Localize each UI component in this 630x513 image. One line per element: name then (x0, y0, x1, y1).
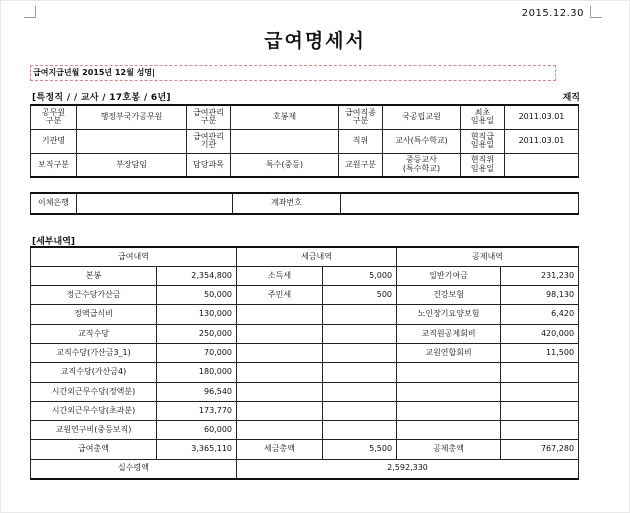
table-row (31, 305, 579, 324)
info-label-civil-servant-type: 공무원 구분 (31, 105, 77, 129)
info-row (31, 129, 579, 153)
info-value-subject: 특수(중등) (231, 153, 339, 177)
info-label-institution: 기관명 (31, 129, 77, 153)
info-row (31, 105, 579, 129)
pay-item-label: 교직수당(가산금4) (31, 363, 157, 382)
deduction-item-label: 교원연합회비 (397, 343, 501, 362)
deduction-item-label: 노인장기요양보험 (397, 305, 501, 324)
total-pay-amount: 3,365,110 (157, 440, 237, 459)
tax-item-amount (323, 363, 397, 382)
info-label-pay-management-type: 급여관리 구분 (187, 105, 231, 129)
header-tax-details: 세금내역 (237, 247, 397, 266)
info-value-first-appointment: 2011.03.01 (505, 105, 579, 129)
pay-info-text: 급여지급년월 2015년 12월 성명| (33, 68, 155, 77)
net-pay-amount: 2,592,330 (237, 459, 579, 478)
deduction-item-amount: 6,420 (501, 305, 579, 324)
pay-item-amount: 50,000 (157, 286, 237, 305)
tax-item-amount: 500 (323, 286, 397, 305)
table-row (31, 421, 579, 440)
pay-item-amount: 70,000 (157, 343, 237, 362)
table-row (31, 363, 579, 382)
pay-item-amount: 173,770 (157, 401, 237, 420)
pay-item-amount: 60,000 (157, 421, 237, 440)
pay-item-label: 교원연구비(중등보직) (31, 421, 157, 440)
pay-item-amount: 180,000 (157, 363, 237, 382)
tax-item-label (237, 421, 323, 440)
pay-item-amount: 2,354,800 (157, 266, 237, 285)
info-label-pay-management-org: 급여관리 기관 (187, 129, 231, 153)
info-value-assignment: 부장담임 (77, 153, 187, 177)
info-label-first-appointment: 최초 임용일 (461, 105, 505, 129)
info-label-pay-job-type: 급여직종 구분 (339, 105, 383, 129)
crop-mark-top-right (590, 6, 602, 18)
tax-item-amount (323, 382, 397, 401)
info-label-assignment: 보직구분 (31, 153, 77, 177)
pay-item-amount: 250,000 (157, 324, 237, 343)
rank-info: [특정직 / / 교사 / 17호봉 / 6년] (32, 93, 171, 103)
tax-item-label: 주민세 (237, 286, 323, 305)
pay-item-label: 정근수당가산금 (31, 286, 157, 305)
header-pay-details: 급여내역 (31, 247, 237, 266)
info-value-pay-management-org (231, 129, 339, 153)
pay-item-label: 시간외근무수당(정액분) (31, 382, 157, 401)
info-row (31, 153, 579, 177)
detail-header-row (31, 247, 579, 266)
deduction-item-amount: 11,500 (501, 343, 579, 362)
deduction-item-label (397, 401, 501, 420)
pay-item-label: 시간외근무수당(초과분) (31, 401, 157, 420)
tax-item-label (237, 305, 323, 324)
deduction-item-amount: 231,230 (501, 266, 579, 285)
table-row (31, 382, 579, 401)
tax-item-label (237, 343, 323, 362)
total-pay-label: 급여총액 (31, 440, 157, 459)
total-deduction-label: 공제총액 (397, 440, 501, 459)
table-row (31, 324, 579, 343)
bank-row (31, 193, 579, 214)
table-row (31, 266, 579, 285)
info-value-institution (77, 129, 187, 153)
info-label-current-grade-appointment: 현직급 임용일 (461, 129, 505, 153)
header-deduction-details: 공제내역 (397, 247, 579, 266)
deduction-item-amount (501, 363, 579, 382)
document-title: 급여명세서 (264, 30, 366, 52)
pay-item-label: 정액급식비 (31, 305, 157, 324)
deduction-item-amount (501, 421, 579, 440)
tax-item-amount: 5,000 (323, 266, 397, 285)
table-row (31, 343, 579, 362)
info-value-position: 교사(특수학교) (383, 129, 461, 153)
info-value-current-position-appointment (505, 153, 579, 177)
deduction-item-amount (501, 382, 579, 401)
table-row (31, 401, 579, 420)
totals-row (31, 440, 579, 459)
tax-item-amount (323, 401, 397, 420)
pay-item-label: 본봉 (31, 266, 157, 285)
info-value-teacher-type: 중등교사 (특수학교) (383, 153, 461, 177)
total-deduction-amount: 767,280 (501, 440, 579, 459)
net-pay-label: 실수령액 (31, 459, 237, 478)
info-label-teacher-type: 교원구분 (339, 153, 383, 177)
pay-item-label: 교직수당 (31, 324, 157, 343)
deduction-item-amount: 98,130 (501, 286, 579, 305)
info-value-current-grade-appointment: 2011.03.01 (505, 129, 579, 153)
deduction-item-amount: 420,000 (501, 324, 579, 343)
bank-value (77, 193, 233, 214)
deduction-item-label (397, 421, 501, 440)
net-pay-row (31, 459, 579, 478)
section-label-details: [세부내역] (32, 237, 76, 247)
info-label-current-position-appointment: 현직위 임용일 (461, 153, 505, 177)
deduction-item-label: 일반기여금 (397, 266, 501, 285)
deduction-item-amount (501, 401, 579, 420)
info-label-position: 직위 (339, 129, 383, 153)
tax-item-label (237, 382, 323, 401)
total-tax-label: 세금총액 (237, 440, 323, 459)
crop-mark-top-left (24, 6, 36, 18)
info-value-civil-servant-type: 행정부국가공무원 (77, 105, 187, 129)
tax-item-label (237, 401, 323, 420)
employee-info-table (30, 104, 579, 178)
tax-item-amount (323, 305, 397, 324)
tax-item-amount (323, 324, 397, 343)
tax-item-amount (323, 343, 397, 362)
table-row (31, 286, 579, 305)
tax-item-label (237, 363, 323, 382)
tax-item-amount (323, 421, 397, 440)
deduction-item-label (397, 363, 501, 382)
info-value-pay-management-type: 호봉제 (231, 105, 339, 129)
employment-status: 재직 (562, 93, 580, 103)
tax-item-label (237, 324, 323, 343)
issue-date: 2015.12.30 (521, 8, 584, 19)
info-label-subject: 담당과목 (187, 153, 231, 177)
total-tax-amount: 5,500 (323, 440, 397, 459)
bank-table (30, 192, 579, 215)
bank-label: 이체은행 (31, 193, 77, 214)
tax-item-label: 소득세 (237, 266, 323, 285)
pay-item-amount: 96,540 (157, 382, 237, 401)
detail-table (30, 246, 579, 480)
account-number-value (341, 193, 579, 214)
account-number-label: 계좌번호 (233, 193, 341, 214)
pay-item-amount: 130,000 (157, 305, 237, 324)
deduction-item-label: 건강보험 (397, 286, 501, 305)
pay-item-label: 교직수당(가산금3_1) (31, 343, 157, 362)
info-value-pay-job-type: 국공립교원 (383, 105, 461, 129)
deduction-item-label (397, 382, 501, 401)
deduction-item-label: 교직원공제회비 (397, 324, 501, 343)
